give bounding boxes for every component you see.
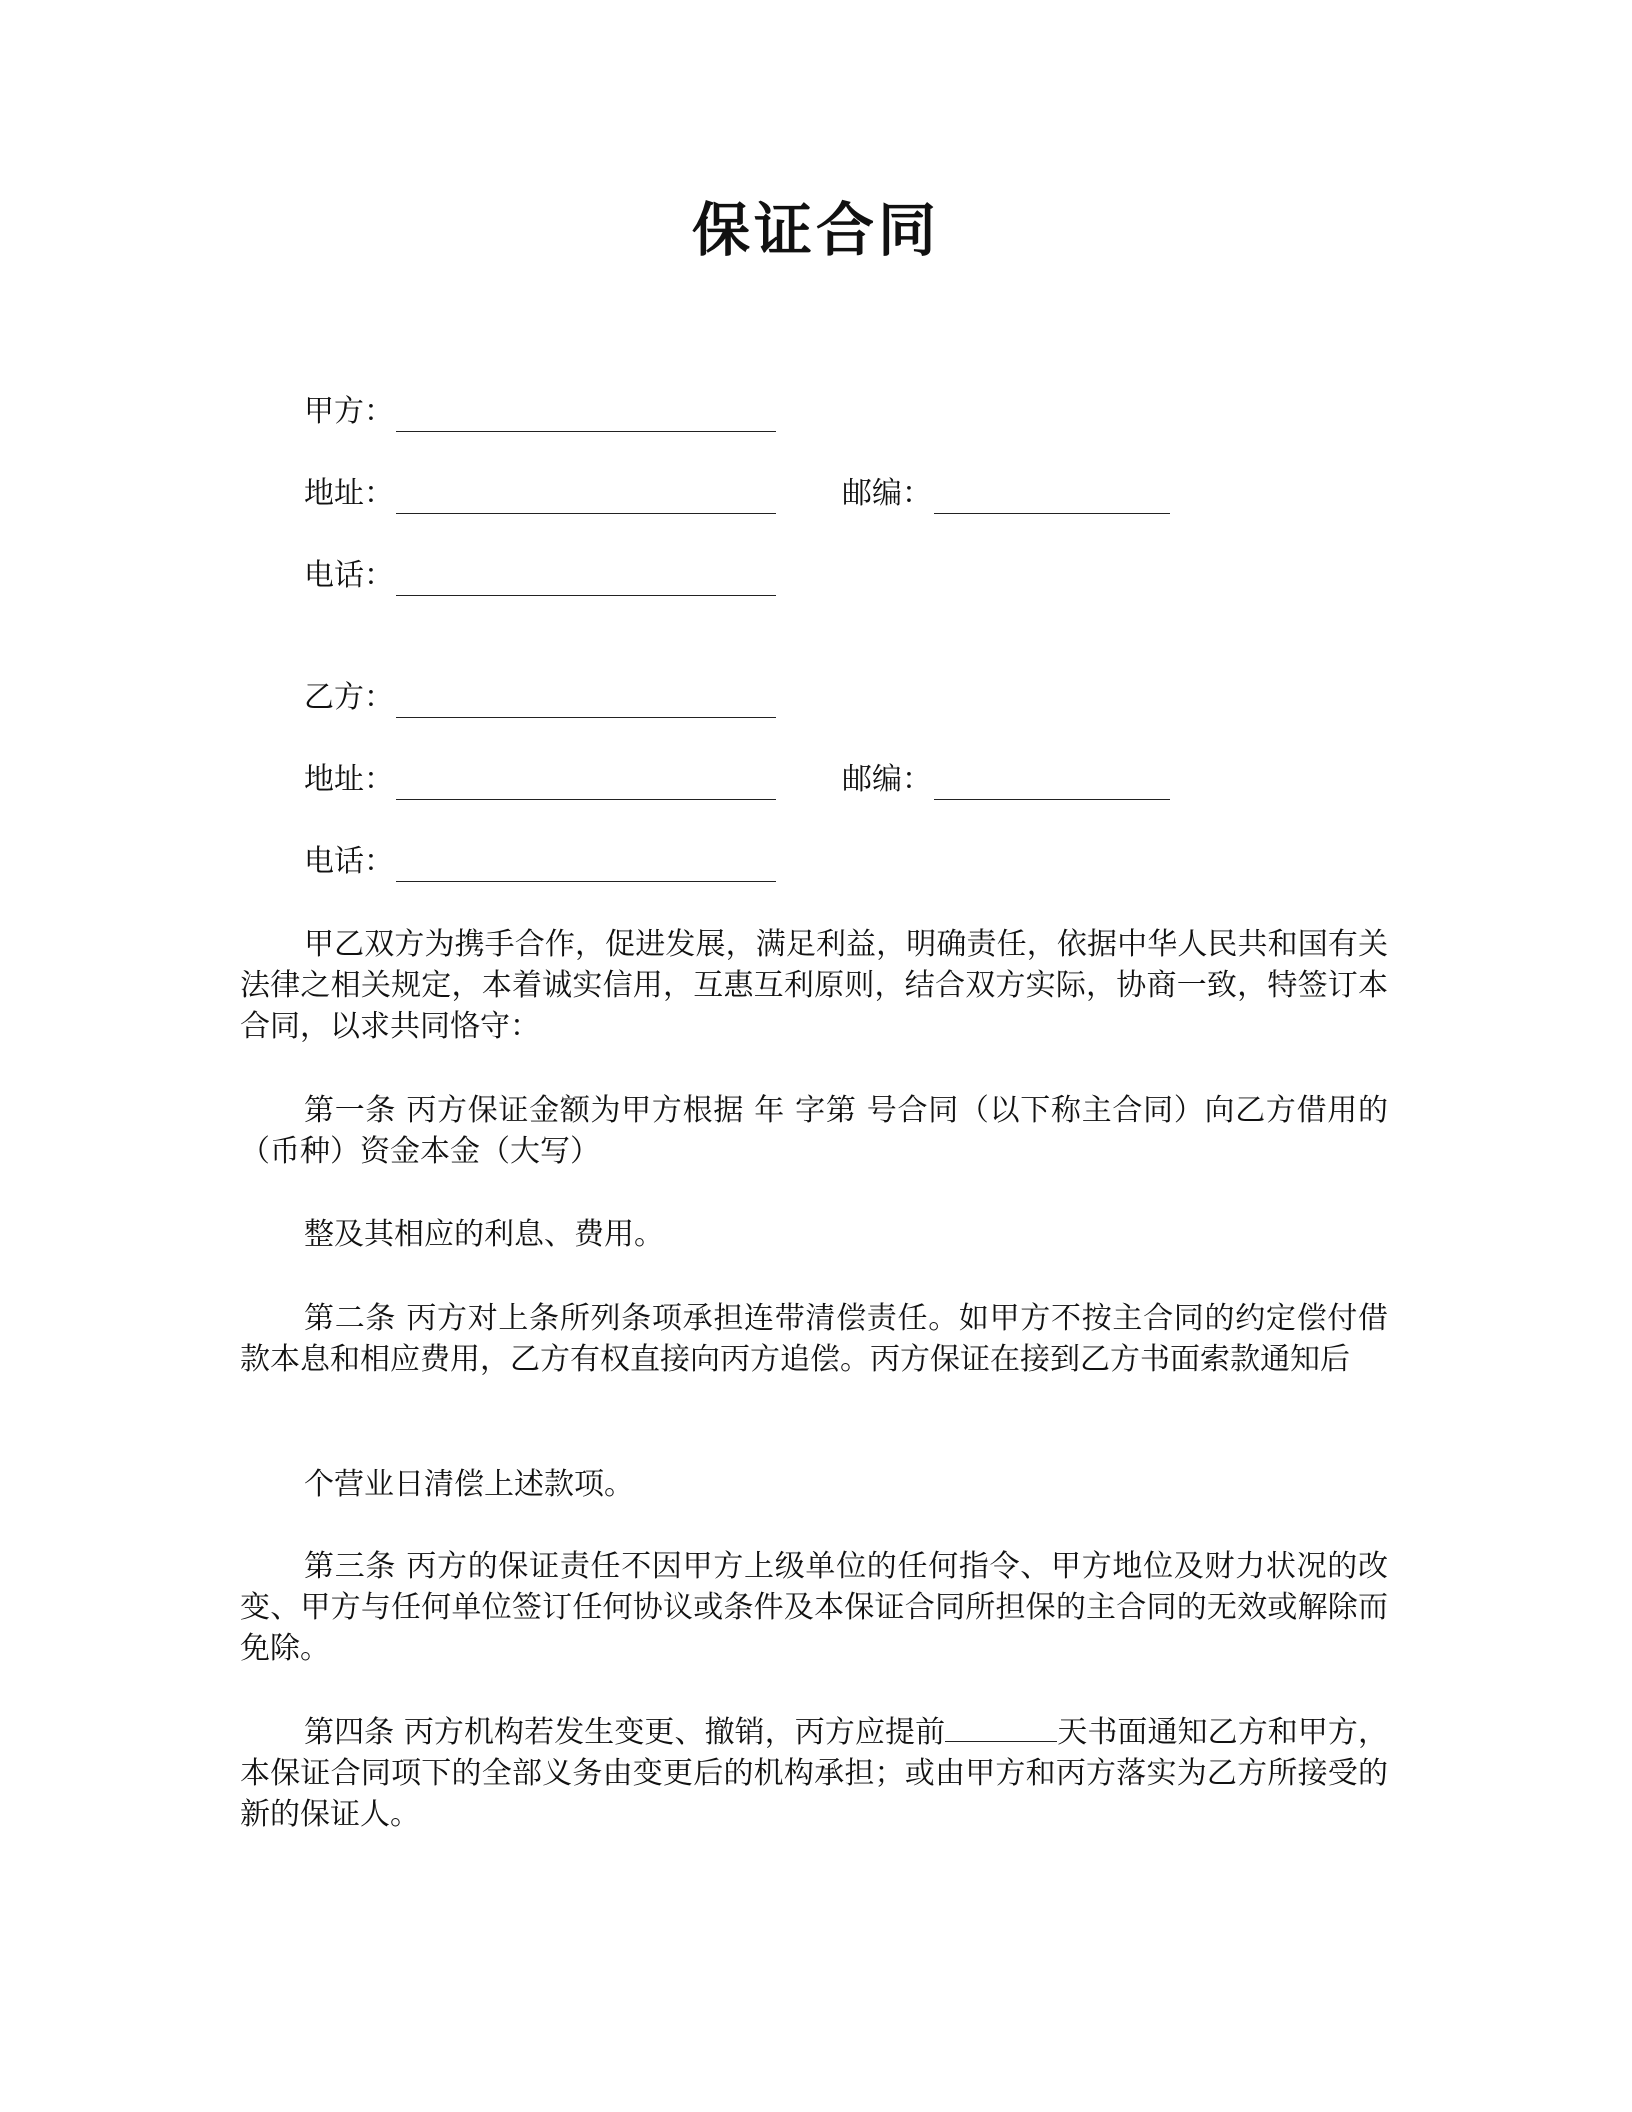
article-4-text-after: 天书面通知乙方和甲方，本保证合同项下的全部义务由变更后的机构承担；或由甲方和丙方落实为乙方所接受的新的保证人。: [240, 1715, 1388, 1832]
article-2-paragraph: 第二条 丙方对上条所列条项承担连带清偿责任。如甲方不按主合同的约定偿付借款本息和相应费用，乙方有权直接向丙方追偿。丙方保证在接到乙方书面索款通知后: [240, 1301, 1388, 1377]
party-a-postcode-label: 邮编：: [842, 476, 932, 511]
party-a-phone-label: 电话：: [304, 558, 394, 593]
party-b-name-field: [304, 678, 776, 718]
party-a-address-blank[interactable]: [396, 483, 776, 514]
document-title: 保证合同: [691, 196, 940, 264]
party-a-name-blank[interactable]: [396, 401, 776, 432]
article-4-text-before: 第四条 丙方机构若发生变更、撤销，丙方应提前: [304, 1715, 946, 1750]
party-b-postcode-blank[interactable]: [934, 769, 1170, 800]
party-a-name-field: [304, 392, 776, 432]
party-b-address-blank[interactable]: [396, 769, 776, 800]
party-a-address-label: 地址：: [304, 476, 394, 511]
article-2-continuation: 个营业日清偿上述款项。: [304, 1467, 634, 1502]
article-4-paragraph: [240, 1712, 1388, 1835]
intro-paragraph: 甲乙双方为携手合作，促进发展，满足利益，明确责任，依据中华人民共和国有关法律之相关规定，本着诚实信用，互惠互利原则，结合双方实际，协商一致，特签订本合同，以求共同恪守：: [240, 927, 1388, 1044]
party-b-name-blank[interactable]: [396, 687, 776, 718]
party-a-postcode-field: [842, 474, 1170, 514]
party-b-phone-blank[interactable]: [396, 851, 776, 882]
article-1-continuation: 整及其相应的利息、费用。: [304, 1217, 664, 1252]
article-1-paragraph: 第一条 丙方保证金额为甲方根据 年 字第 号合同（以下称主合同）向乙方借用的 （币种）资金本金（大写）: [240, 1093, 1388, 1169]
party-a-phone-blank[interactable]: [396, 565, 776, 596]
party-b-phone-field: [304, 842, 776, 882]
party-b-postcode-label: 邮编：: [842, 762, 932, 797]
article-4-days-blank[interactable]: [945, 1713, 1057, 1742]
party-a-name-label: 甲方：: [304, 394, 394, 429]
party-b-phone-label: 电话：: [304, 844, 394, 879]
party-b-address-field: [304, 760, 776, 800]
party-b-name-label: 乙方：: [304, 680, 394, 715]
party-b-address-label: 地址：: [304, 762, 394, 797]
party-a-phone-field: [304, 556, 776, 596]
party-b-postcode-field: [842, 760, 1170, 800]
party-a-address-field: [304, 474, 776, 514]
party-a-postcode-blank[interactable]: [934, 483, 1170, 514]
article-3-paragraph: 第三条 丙方的保证责任不因甲方上级单位的任何指令、甲方地位及财力状况的改变、甲方与任何单位签订任何协议或条件及本保证合同所担保的主合同的无效或解除而免除。: [240, 1549, 1388, 1666]
